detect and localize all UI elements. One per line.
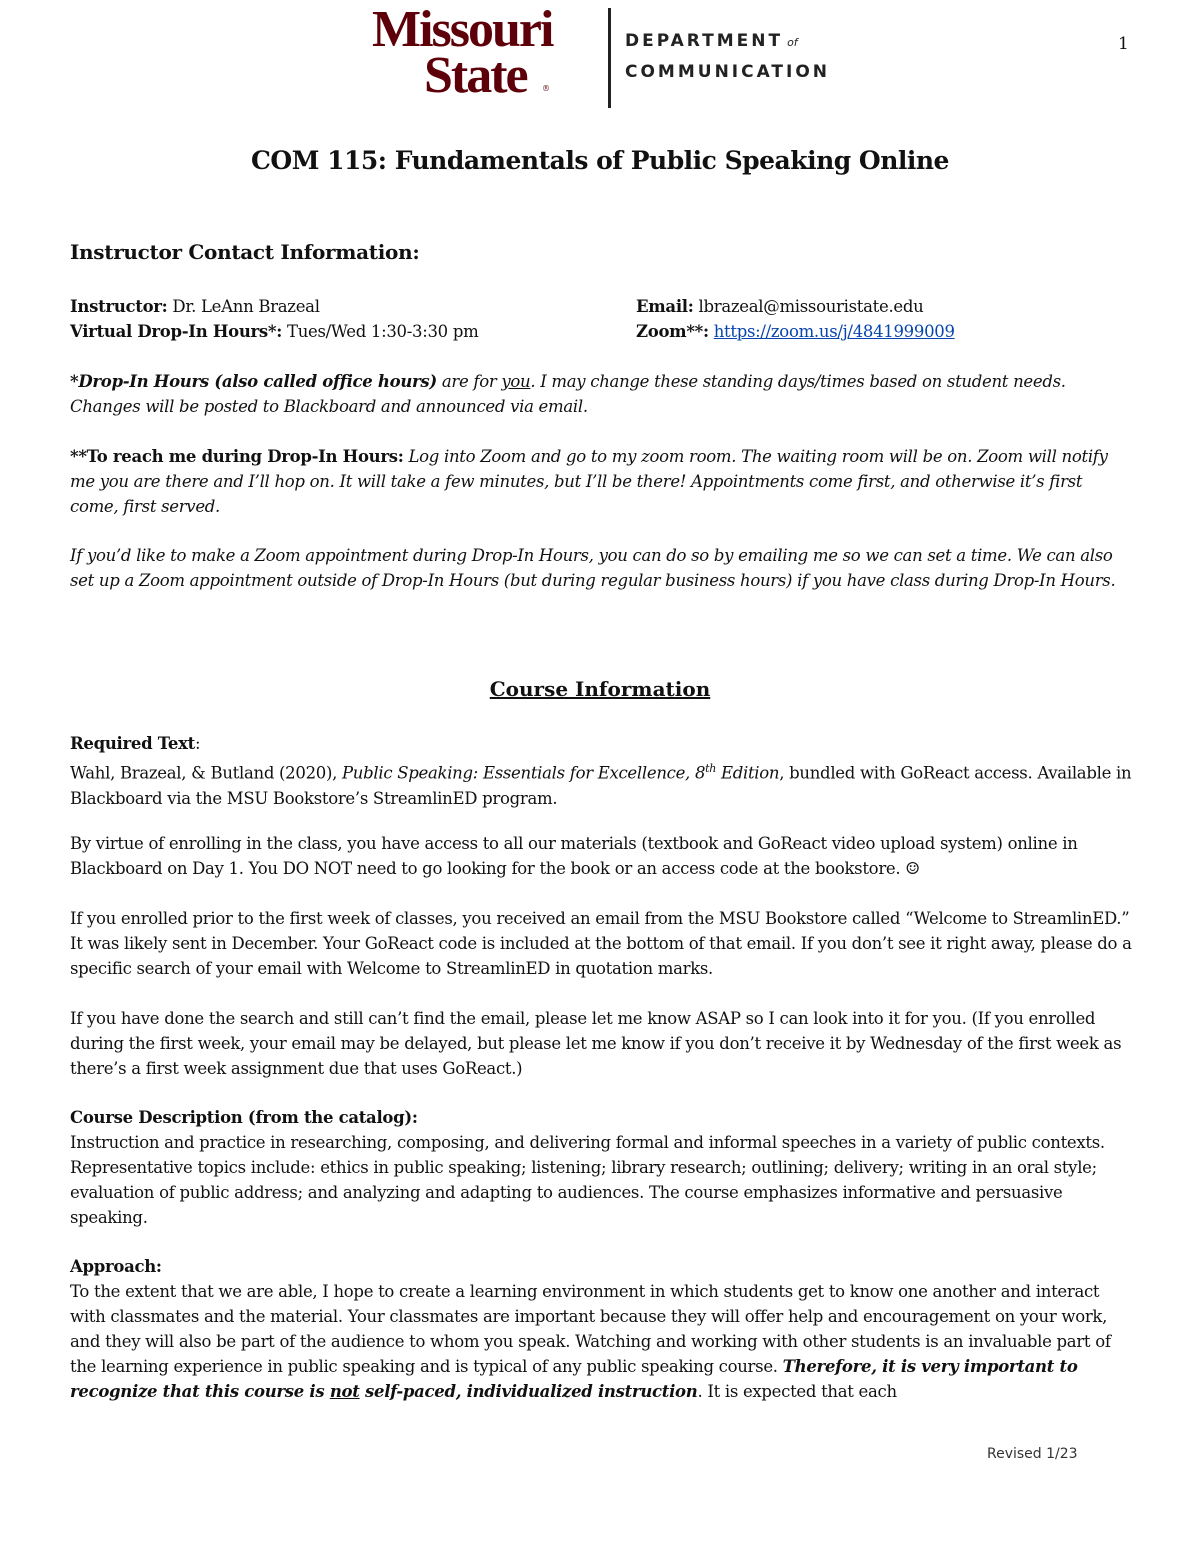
revised-footer: Revised 1/23 — [987, 1446, 1078, 1462]
access-paragraph: By virtue of enrolling in the class, you have access to all our materials (textbook and GoReact video upload system) online in Blackboard on Day 1. You DO NOT need to go looking for the book or an access code at the bookstore. ☺ — [70, 834, 1078, 878]
drop-in-note — [70, 369, 1132, 419]
hours-line — [70, 319, 478, 344]
drop-in-star: * — [70, 372, 79, 391]
zoom-link[interactable]: https://zoom.us/j/4841999009 — [713, 322, 955, 341]
logo-department-word: DEPARTMENT — [625, 31, 784, 51]
logo-state-text: State — [424, 47, 527, 104]
approach-emphasis-a: Therefore, it is very important to recognize that this course is — [70, 1357, 1078, 1401]
appointment-note: If you’d like to make a Zoom appointment during Drop-In Hours, you can do so by emailing me so we can set a time. We can also set up a Zoom appointment outside of Drop-In Hours (but during regular business hours) if you have class during Drop-In Hours. — [70, 546, 1116, 590]
logo-missouri-text: Missouri — [372, 1, 553, 58]
search-paragraph: If you have done the search and still can’t find the email, please let me know ASAP so I can look into it for you. (If you enrolled during the first week, your email may be delayed, but please let me know if you don’t receive it by Wednesday of the first week as there’s a first week assignment due that uses GoReact.) — [70, 1009, 1122, 1078]
reach-me-note — [70, 444, 1132, 519]
reach-me-text: Log into Zoom and go to my zoom room. The waiting room will be on. Zoom will notify me you are there and I’ll hop on. It will take a few minutes, but I’ll be there! Appointments come first, and otherwise it’s first come, first served. — [70, 447, 1108, 516]
course-information-heading: Course Information — [489, 677, 711, 701]
approach-text — [70, 1279, 1132, 1404]
logo-of-word: of — [787, 36, 798, 49]
citation-rest: , bundled with GoReact access. Available in Blackboard via the MSU Bookstore’s StreamlinED program. — [70, 763, 1132, 808]
email-line — [636, 294, 923, 319]
instructor-value: Dr. LeAnn Brazeal — [167, 297, 320, 316]
required-text-section — [70, 731, 1132, 811]
instructor-line — [70, 294, 320, 319]
email-value: lbrazeal@missouristate.edu — [693, 297, 924, 316]
logo-communication-text: COMMUNICATION — [625, 62, 831, 82]
required-text-label: Required Text — [70, 734, 195, 753]
contact-heading: Instructor Contact Information: — [70, 240, 420, 264]
required-text-heading — [70, 731, 1132, 756]
required-text-colon: : — [194, 734, 201, 753]
drop-in-text-b: . I may change these standing days/times based on student needs. Changes will be posted to Blackboard and announced via email. — [70, 372, 1066, 416]
logo-divider — [608, 8, 611, 108]
reach-me-label: **To reach me during Drop-In Hours: — [70, 447, 404, 466]
drop-in-text-a: are for — [436, 372, 502, 391]
course-description-label: Course Description (from the catalog): — [70, 1108, 418, 1127]
instructor-label: Instructor: — [70, 297, 168, 316]
enrolled-paragraph: If you enrolled prior to the first week of classes, you received an email from the MSU Bookstore called “Welcome to StreamlinED.” It was likely sent in December. Your GoReact code is included at the bottom of that email. If you don’t see it right away, please do a specific search of your email with Welcome to StreamlinED in quotation marks. — [70, 909, 1132, 978]
email-label: Email: — [636, 297, 694, 316]
approach-section — [70, 1254, 1132, 1404]
logo-department-text — [625, 31, 798, 53]
zoom-label: Zoom**: — [636, 322, 709, 341]
missouri-state-logo — [372, 1, 862, 110]
hours-label: Virtual Drop-In Hours*: — [70, 322, 283, 341]
required-text-citation — [70, 756, 1132, 811]
hours-value: Tues/Wed 1:30-3:30 pm — [282, 322, 479, 341]
page-number: 1 — [1118, 34, 1129, 54]
approach-tail: . It is expected that each — [697, 1382, 897, 1401]
citation-book-title: Public Speaking: Essentials for Excellence, 8 — [342, 763, 706, 783]
approach-body: To the extent that we are able, I hope to create a learning environment in which students get to know one another and interact with classmates and the material. Your classmates are important because they will offer help and encouragement on your work, and they will also be part of the audience to whom you speak. Watching and working with other students is an invaluable part of the learning experience in public speaking and is typical of any public speaking course. — [70, 1282, 1111, 1376]
citation-authors: Wahl, Brazeal, & Butland (2020), — [70, 763, 342, 783]
citation-superscript: th — [705, 762, 717, 775]
citation-edition: Edition — [716, 763, 780, 783]
zoom-line — [636, 319, 955, 344]
document-title: COM 115: Fundamentals of Public Speaking Online — [251, 146, 949, 175]
drop-in-you: you — [501, 372, 531, 391]
course-description-text: Instruction and practice in researching, composing, and delivering formal and informal speeches in a variety of public contexts. Representative topics include: ethics in public speaking; listening; library research; outlining; delivery; writing in an oral style; evaluation of public address; and analyzing and adapting to audiences. The course emphasizes informative and persuasive speaking. — [70, 1133, 1105, 1227]
approach-emphasis-b: self-paced, individualized instruction — [359, 1382, 698, 1401]
approach-label: Approach: — [70, 1257, 162, 1276]
approach-emphasis-not: not — [329, 1382, 360, 1401]
course-description-section — [70, 1105, 1132, 1230]
logo-registered-mark: ® — [542, 84, 550, 93]
drop-in-emphasis: Drop-In Hours (also called office hours) — [78, 372, 437, 391]
